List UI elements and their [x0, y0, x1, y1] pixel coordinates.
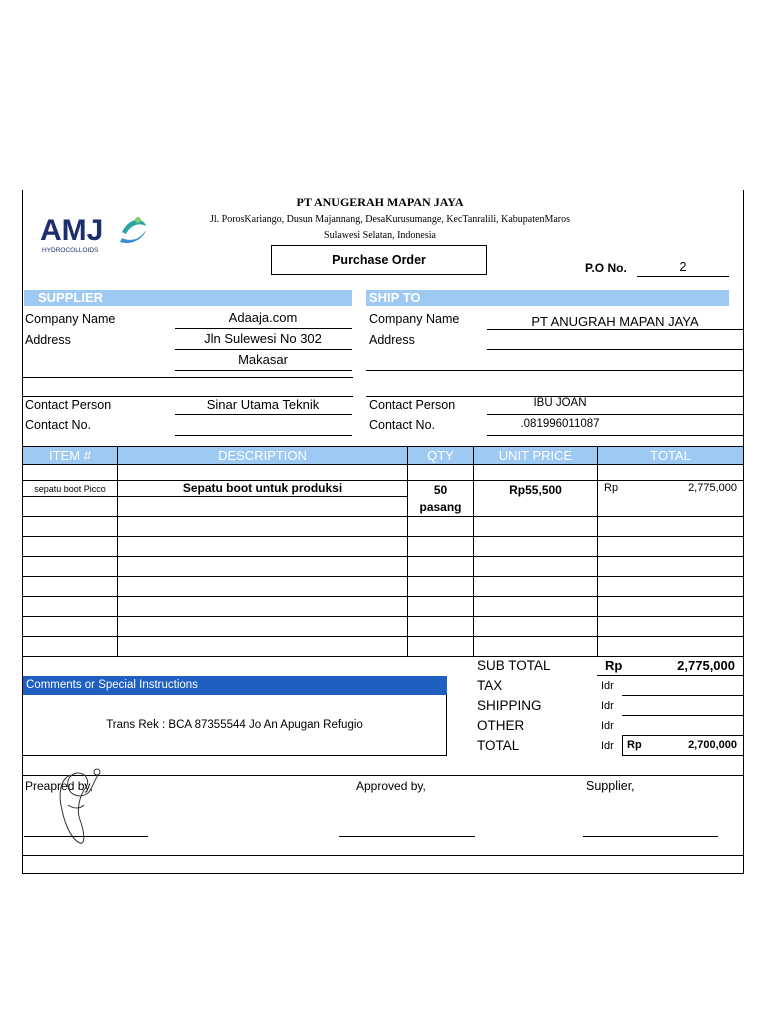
- table-rule-bottom: [22, 656, 744, 657]
- col-header-description: DESCRIPTION: [118, 447, 407, 464]
- comments-header-label: Comments or Special Instructions: [26, 679, 198, 691]
- company-name: PT ANUGERAH MAPAN JAYA: [296, 195, 464, 209]
- other-label: OTHER: [477, 718, 525, 733]
- subtotal-currency: Rp: [605, 658, 623, 673]
- supplier-contact-person-value: Sinar Utama Teknik: [206, 397, 320, 412]
- col-header-item: ITEM #: [23, 447, 117, 464]
- subtotal-value: 2,775,000: [677, 658, 735, 673]
- table-col-rule-1: [117, 446, 118, 657]
- table-col-rule-4: [597, 446, 598, 657]
- cell-qty: 50: [433, 483, 448, 497]
- approved-by-label: Approved by,: [356, 779, 426, 793]
- approved-by-line: [339, 836, 475, 837]
- frame-right: [743, 190, 744, 874]
- ship-to-contact-person-underline: [487, 414, 743, 415]
- po-number: 2: [679, 260, 687, 274]
- supplier-sign-line: [583, 836, 718, 837]
- table-rule-header: [22, 464, 744, 465]
- prepared-by-label: Preapred by,: [25, 779, 93, 793]
- supplier-company-value: Adaaja.com: [228, 310, 298, 325]
- supplier-contact-person-label: Contact Person: [25, 398, 112, 412]
- col-header-qty: QTY: [408, 447, 473, 464]
- signature-area-rule: [22, 855, 744, 856]
- table-rule-d: [22, 536, 744, 537]
- supplier-header-label: SUPPLIER: [38, 290, 104, 305]
- handwritten-signature: [50, 765, 110, 850]
- table-rule-g: [22, 596, 744, 597]
- supplier-block-rule1: [22, 377, 353, 378]
- subtotal-rule: [597, 675, 744, 676]
- other-currency: Idr: [601, 720, 614, 732]
- table-rule-e: [22, 556, 744, 557]
- supplier-address-label: Address: [25, 333, 71, 347]
- shipping-rule: [622, 715, 744, 716]
- po-label: P.O No.: [585, 261, 627, 275]
- ship-to-block-rule1: [366, 370, 744, 371]
- table-col-rule-3: [473, 446, 474, 657]
- table-row: [23, 481, 743, 516]
- table-rule-c: [22, 516, 744, 517]
- company-address-line2: Sulawesi Selatan, Indonesia: [324, 230, 436, 241]
- comments-header: [23, 676, 447, 695]
- ship-to-contact-person-label: Contact Person: [369, 398, 456, 412]
- frame-bottom: [22, 873, 744, 874]
- total-inner-currency: Rp: [627, 739, 642, 751]
- ship-to-address-label: Address: [369, 333, 415, 347]
- comments-text: Trans Rek : BCA 87355544 Jo An Apugan Refugio: [106, 719, 363, 731]
- total-currency: Idr: [601, 740, 614, 752]
- cell-item: sepatu boot Picco: [34, 484, 106, 494]
- ship-to-contact-person-value: IBU JOAN: [533, 397, 587, 409]
- supplier-contact-person-underline: [175, 414, 352, 415]
- table-rule-top: [22, 446, 744, 447]
- table-rule-f: [22, 576, 744, 577]
- col-header-total: TOTAL: [598, 447, 743, 464]
- ship-to-company-value: PT ANUGRAH MAPAN JAYA: [531, 314, 699, 329]
- po-underline: [637, 276, 729, 277]
- shipping-label: SHIPPING: [477, 698, 542, 713]
- document-title: Purchase Order: [332, 253, 426, 267]
- company-address-line1: Jl. PorosKariango, Dusun Majannang, DesaKurusumange, KecTanralili, KabupatenMaros: [209, 214, 571, 225]
- footer-rule: [22, 775, 744, 776]
- ship-to-contact-no-value: .081996011087: [520, 418, 600, 430]
- total-value: 2,700,000: [688, 739, 737, 751]
- ship-to-address-underline: [487, 349, 743, 350]
- tax-rule: [622, 695, 744, 696]
- company-logo: [40, 212, 150, 257]
- cell-qty-unit: pasang: [419, 500, 462, 514]
- ship-to-contact-no-label: Contact No.: [369, 418, 436, 432]
- tax-label: TAX: [477, 678, 503, 693]
- table-col-rule-2: [407, 446, 408, 657]
- prepared-by-line: [24, 836, 148, 837]
- table-rule-i: [22, 636, 744, 637]
- ship-to-company-underline: [487, 329, 743, 330]
- ship-to-header: [366, 290, 729, 306]
- frame-left: [22, 190, 23, 874]
- supplier-address-line2: Makasar: [238, 352, 288, 367]
- supplier-contact-no-underline: [175, 435, 352, 436]
- ship-to-header-label: SHIP TO: [369, 290, 421, 305]
- shipping-currency: Idr: [601, 700, 614, 712]
- amj-logo-icon: [40, 212, 150, 257]
- cell-description: Sepatu boot untuk produksi: [182, 481, 343, 495]
- supplier-address-line1: Jln Sulewesi No 302: [204, 331, 322, 346]
- svg-text:AMJ: AMJ: [40, 214, 104, 247]
- total-label: TOTAL: [477, 738, 520, 753]
- supplier-address-underline2: [175, 370, 352, 371]
- supplier-company-label: Company Name: [25, 312, 116, 326]
- supplier-sign-label: Supplier,: [586, 779, 635, 793]
- cell-total: 2,775,000: [688, 482, 737, 494]
- supplier-header: [24, 290, 352, 306]
- supplier-address-underline1: [175, 349, 352, 350]
- ship-to-company-label: Company Name: [369, 312, 460, 326]
- tax-currency: Idr: [601, 680, 614, 692]
- table-rule-h: [22, 616, 744, 617]
- signature-scribble-icon: [50, 765, 110, 850]
- cell-total-currency: Rp: [604, 482, 619, 494]
- col-header-unit-price: UNIT PRICE: [474, 447, 597, 464]
- svg-text:HYDROCOLLOIDS: HYDROCOLLOIDS: [42, 247, 99, 254]
- cell-unit-price: Rp55,500: [509, 483, 562, 497]
- ship-to-contact-no-underline: [487, 435, 743, 436]
- supplier-company-underline: [175, 328, 352, 329]
- subtotal-label: SUB TOTAL: [477, 658, 551, 673]
- supplier-contact-no-label: Contact No.: [25, 418, 92, 432]
